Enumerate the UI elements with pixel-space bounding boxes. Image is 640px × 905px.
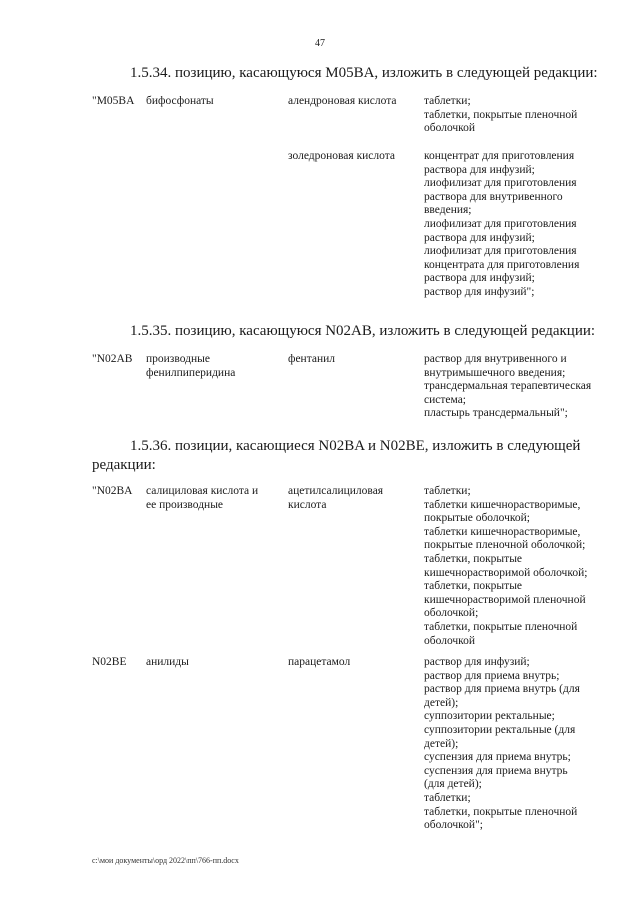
dosage-form-line: раствора для инфузий;	[424, 231, 535, 244]
pharm-group	[146, 353, 282, 380]
dosage-form-line: таблетки кишечнорастворимые,	[424, 498, 581, 511]
dosage-form-line: суспензия для приема внутрь;	[424, 751, 571, 764]
pharm-group-line: бифосфонаты	[146, 95, 214, 107]
substance-name	[288, 353, 416, 367]
dosage-form-line: кишечнорастворимой оболочкой;	[424, 566, 588, 579]
dosage-form-line: таблетки кишечнорастворимые,	[424, 525, 581, 538]
dosage-form-line: система;	[424, 393, 466, 406]
dosage-form-line: раствор для внутривенного и	[424, 353, 567, 365]
dosage-form-line: оболочкой";	[424, 819, 483, 832]
dosage-form-line: внутримышечного введения;	[424, 366, 566, 379]
dosage-forms	[424, 353, 616, 421]
dosage-form-line: лиофилизат для приготовления	[424, 177, 577, 190]
substance-name-line: ацетилсалициловая	[288, 485, 384, 497]
dosage-forms	[424, 95, 616, 136]
section-heading-1-5-35: 1.5.35. позицию, касающуюся N02AB, изложить в следующей редакции:	[130, 323, 596, 339]
dosage-forms	[424, 485, 616, 648]
dosage-form-line: раствор для инфузий";	[424, 285, 535, 298]
dosage-form-line: суппозитории ректальные;	[424, 710, 555, 723]
dosage-form-line: раствора для внутривенного	[424, 190, 563, 203]
dosage-form-line: кишечнорастворимой пленочной	[424, 593, 586, 606]
dosage-form-line: таблетки;	[424, 485, 471, 497]
pharm-group	[146, 656, 282, 670]
dosage-form-line: (для детей);	[424, 778, 482, 791]
dosage-form-line: раствор для приема внутрь;	[424, 669, 560, 682]
dosage-form-line: концентрат для приготовления	[424, 150, 575, 162]
pharm-group-line: салициловая кислота и	[146, 485, 259, 497]
dosage-form-line: суспензия для приема внутрь	[424, 764, 568, 777]
dosage-form-line: таблетки, покрытые	[424, 580, 523, 593]
dosage-form-line: раствора для инфузий;	[424, 272, 535, 285]
pharm-group-line: фенилпиперидина	[146, 366, 236, 379]
dosage-form-line: суппозитории ректальные (для	[424, 723, 576, 736]
atc-code: "N02AB	[92, 353, 133, 365]
substance-name-line: парацетамол	[288, 656, 351, 668]
dosage-form-line: таблетки, покрытые пленочной	[424, 620, 578, 633]
dosage-form-line: лиофилизат для приготовления	[424, 245, 577, 258]
section-heading-1-5-36: 1.5.36. позиции, касающиеся N02BA и N02BE, изложить в следующей	[130, 438, 581, 454]
dosage-form-line: покрытые пленочной оболочкой;	[424, 539, 586, 552]
atc-code: "M05BA	[92, 95, 135, 107]
page-number: 47	[315, 38, 325, 49]
dosage-form-line: оболочкой	[424, 122, 476, 135]
pharm-group-line: производные	[146, 353, 210, 365]
substance-name	[288, 150, 416, 164]
dosage-form-line: концентрата для приготовления	[424, 258, 580, 271]
section-heading-1-5-34: 1.5.34. позицию, касающуюся M05BA, изложить в следующей редакции:	[130, 65, 598, 81]
dosage-form-line: таблетки, покрытые пленочной	[424, 805, 578, 818]
pharm-group	[146, 95, 282, 109]
dosage-forms	[424, 150, 616, 300]
substance-name-line: фентанил	[288, 353, 336, 365]
dosage-form-line: лиофилизат для приготовления	[424, 217, 577, 230]
dosage-form-line: раствор для инфузий;	[424, 656, 530, 668]
dosage-form-line: раствора для инфузий;	[424, 163, 535, 176]
substance-name	[288, 485, 416, 512]
pharm-group-line: анилиды	[146, 656, 189, 668]
dosage-form-line: таблетки;	[424, 791, 471, 804]
atc-code: "N02BA	[92, 485, 133, 497]
dosage-form-line: покрытые оболочкой;	[424, 512, 530, 525]
pharm-group-line: ее производные	[146, 498, 224, 511]
dosage-form-line: оболочкой	[424, 634, 476, 647]
substance-name-line: кислота	[288, 498, 327, 511]
dosage-form-line: введения;	[424, 204, 472, 217]
dosage-form-line: раствор для приема внутрь (для	[424, 683, 580, 696]
dosage-form-line: детей);	[424, 737, 459, 750]
dosage-form-line: оболочкой;	[424, 607, 479, 620]
substance-name	[288, 95, 416, 109]
substance-name-line: золедроновая кислота	[288, 150, 396, 162]
dosage-form-line: детей);	[424, 696, 459, 709]
dosage-form-line: таблетки, покрытые	[424, 552, 523, 565]
substance-name-line: алендроновая кислота	[288, 95, 397, 107]
pharm-group	[146, 485, 282, 512]
dosage-form-line: таблетки;	[424, 95, 471, 107]
dosage-form-line: трансдермальная терапевтическая	[424, 380, 592, 393]
dosage-forms	[424, 656, 616, 833]
file-path-footer: c:\мои документы\орд 2022\пп\766-пп.docx	[92, 856, 239, 865]
substance-name	[288, 656, 416, 670]
dosage-form-line: таблетки, покрытые пленочной	[424, 108, 578, 121]
atc-code: N02BE	[92, 656, 127, 668]
section-heading-1-5-36-cont: редакции:	[92, 457, 156, 473]
dosage-form-line: пластырь трансдермальный";	[424, 407, 568, 420]
